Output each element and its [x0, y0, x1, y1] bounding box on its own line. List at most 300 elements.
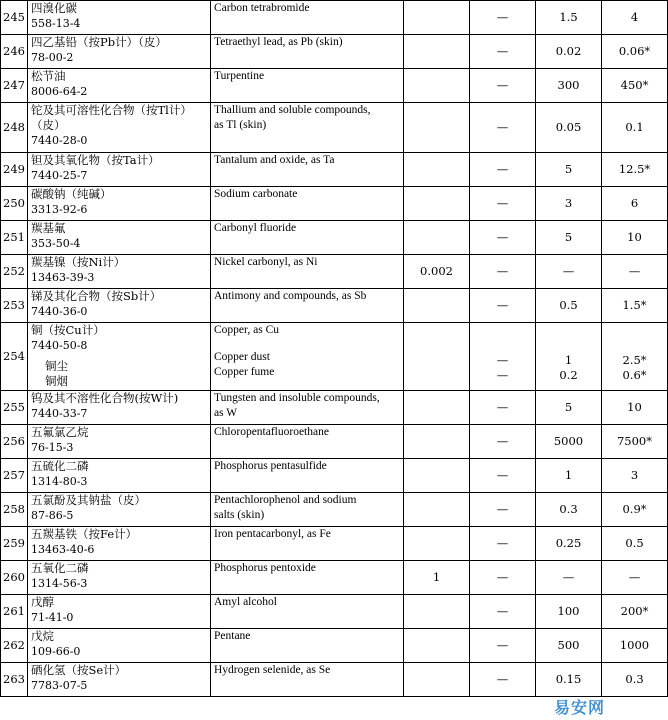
twa-values [472, 196, 533, 211]
mac-value [406, 604, 467, 619]
mac-values [406, 502, 467, 517]
mac-cell [404, 527, 470, 561]
pe-cell [602, 663, 668, 697]
mac-value [406, 120, 467, 135]
mac-value [406, 44, 467, 59]
chinese-name: 羰基氟 [31, 221, 66, 235]
table-row [1, 527, 668, 561]
stel-value: 0.15 [555, 672, 582, 686]
chemical-name-cell [28, 561, 211, 595]
twa-cell [470, 69, 536, 103]
english-name-cell [211, 1, 404, 35]
pe-value: 10 [627, 400, 642, 414]
cas-number: 8006-64-2 [31, 85, 88, 98]
twa-cell [470, 221, 536, 255]
chemical-name-cell [28, 289, 211, 323]
english-name-cell [211, 493, 404, 527]
chemical-name-cell [28, 493, 211, 527]
chinese-name: 五硫化二磷 [31, 459, 89, 473]
stel-cell [536, 425, 602, 459]
stel-cell [536, 35, 602, 69]
pe-value: 0.5 [625, 536, 644, 550]
twa-value: — [496, 298, 509, 312]
stel-values [538, 230, 599, 245]
twa-cell [470, 255, 536, 289]
twa-values [472, 570, 533, 585]
mac-cell [404, 561, 470, 595]
twa-values [472, 120, 533, 135]
chemical-name-cell [28, 69, 211, 103]
english-name-cell [211, 425, 404, 459]
chemical-name-cell [28, 103, 211, 153]
chemical-name-cell [28, 323, 211, 391]
mac-cell [404, 69, 470, 103]
pe-value: 7500* [616, 434, 653, 448]
stel-cell [536, 69, 602, 103]
mac-value [406, 400, 467, 415]
mac-cell [404, 255, 470, 289]
cas-number: 1314-56-3 [31, 577, 88, 590]
pe-value: 3 [630, 468, 639, 482]
english-name: Hydrogen selenide, as Se [214, 664, 331, 676]
pe-cell [602, 35, 668, 69]
pe-value: — [628, 570, 641, 584]
english-name: salts (skin) [214, 509, 265, 521]
mac-values [406, 230, 467, 245]
pe-values [604, 638, 665, 653]
stel-value: 5 [564, 400, 573, 414]
stel-cell [536, 493, 602, 527]
mac-value [406, 468, 467, 483]
pe-values [604, 78, 665, 93]
twa-cell [470, 323, 536, 391]
twa-cell [470, 595, 536, 629]
english-name: Antimony and compounds, as Sb [214, 290, 367, 302]
english-name: Phosphorus pentasulfide [214, 460, 327, 472]
pe-value: 1000 [619, 638, 650, 652]
chemical-name-cell [28, 629, 211, 663]
twa-cell [470, 459, 536, 493]
stel-value: 0.05 [555, 120, 582, 134]
chinese-name: 碳酸钠（纯碱） [31, 187, 112, 201]
chemical-name-cell [28, 1, 211, 35]
english-name-cell [211, 595, 404, 629]
pe-cell [602, 629, 668, 663]
stel-cell [536, 527, 602, 561]
english-name-cell [211, 663, 404, 697]
cas-number: 1314-80-3 [31, 475, 88, 488]
row-number: 261 [1, 595, 28, 629]
mac-values [406, 638, 467, 653]
english-name-cell [211, 35, 404, 69]
stel-cell [536, 153, 602, 187]
english-sub-name: Copper dust [214, 351, 270, 363]
stel-value: 1 [564, 352, 573, 367]
row-number: 252 [1, 255, 28, 289]
row-number: 250 [1, 187, 28, 221]
cas-number: 78-00-2 [31, 51, 74, 64]
stel-cell [536, 1, 602, 35]
table-row [1, 493, 668, 527]
mac-values [406, 44, 467, 59]
cas-number: 7440-33-7 [31, 407, 88, 420]
stel-values [538, 264, 599, 279]
stel-value: — [562, 264, 575, 278]
english-sub-name: Copper fume [214, 366, 275, 378]
chemical-name-cell [28, 187, 211, 221]
table-row [1, 595, 668, 629]
english-name: Pentane [214, 630, 251, 642]
pe-values [604, 604, 665, 619]
english-name: Tetraethyl lead, as Pb (skin) [214, 36, 343, 48]
twa-value: — [496, 367, 509, 382]
stel-values [538, 434, 599, 449]
twa-cell [470, 425, 536, 459]
english-name-cell [211, 187, 404, 221]
stel-value: 0.02 [555, 44, 582, 58]
english-name-cell [211, 153, 404, 187]
stel-cell [536, 663, 602, 697]
twa-cell [470, 663, 536, 697]
stel-cell [536, 221, 602, 255]
english-name-cell [211, 289, 404, 323]
mac-value [406, 353, 467, 368]
twa-value: — [496, 230, 509, 244]
chinese-name: 硒化氢（按Se计） [31, 663, 127, 677]
mac-value [406, 672, 467, 687]
chemical-name-cell [28, 35, 211, 69]
english-name: Amyl alcohol [214, 596, 277, 608]
row-number: 259 [1, 527, 28, 561]
english-name-cell [211, 69, 404, 103]
twa-value: — [496, 400, 509, 414]
stel-values [538, 196, 599, 211]
twa-value: — [496, 120, 509, 134]
english-name-cell [211, 103, 404, 153]
row-number: 253 [1, 289, 28, 323]
twa-values [472, 162, 533, 177]
english-name-cell [211, 527, 404, 561]
english-name: Turpentine [214, 70, 265, 82]
pe-cell [602, 561, 668, 595]
pe-cell [602, 153, 668, 187]
mac-values [406, 604, 467, 619]
row-number: 262 [1, 629, 28, 663]
chinese-name: 戊烷 [31, 629, 54, 643]
stel-cell [536, 289, 602, 323]
pe-values [604, 502, 665, 517]
pe-values [604, 10, 665, 25]
chemical-name-cell [28, 595, 211, 629]
twa-value: — [496, 352, 509, 367]
pe-values [604, 230, 665, 245]
chinese-name: 五氟氯乙烷 [31, 425, 89, 439]
twa-cell [470, 493, 536, 527]
mac-cell [404, 153, 470, 187]
english-name: Sodium carbonate [214, 188, 298, 200]
twa-value: — [496, 196, 509, 210]
chinese-name: （皮） [31, 118, 66, 132]
mac-cell [404, 391, 470, 425]
mac-cell [404, 289, 470, 323]
twa-values [472, 78, 533, 93]
english-name-cell [211, 221, 404, 255]
stel-values [538, 162, 599, 177]
chemical-name-cell [28, 459, 211, 493]
mac-values [406, 264, 467, 279]
cas-number: 3313-92-6 [31, 203, 88, 216]
pe-values [604, 298, 665, 313]
stel-values [538, 638, 599, 653]
english-name: as Tl (skin) [214, 119, 267, 131]
chemical-name-cell [28, 255, 211, 289]
cas-number: 7440-36-0 [31, 305, 88, 318]
twa-value: — [496, 44, 509, 58]
twa-values [472, 298, 533, 313]
row-number: 249 [1, 153, 28, 187]
row-number: 260 [1, 561, 28, 595]
twa-value: — [496, 672, 509, 686]
mac-value [406, 368, 467, 383]
twa-values [472, 536, 533, 551]
twa-value: — [496, 162, 509, 176]
cas-number: 7440-25-7 [31, 169, 88, 182]
row-number: 255 [1, 391, 28, 425]
twa-values [472, 502, 533, 517]
pe-cell [602, 323, 668, 391]
twa-values [472, 44, 533, 59]
stel-cell [536, 187, 602, 221]
twa-values [472, 468, 533, 483]
twa-values [472, 400, 533, 415]
pe-value: 0.6* [622, 367, 647, 382]
mac-value [406, 536, 467, 551]
pe-value: 4 [630, 10, 639, 24]
english-name: as W [214, 407, 238, 419]
pe-value: 0.06* [618, 44, 651, 58]
cas-number: 7440-28-0 [31, 134, 88, 147]
mac-cell [404, 103, 470, 153]
chinese-name: 五氧化二磷 [31, 561, 89, 575]
stel-value: 0.5 [559, 298, 578, 312]
stel-value: 300 [557, 78, 580, 92]
pe-values [604, 400, 665, 415]
mac-value [406, 502, 467, 517]
twa-values [472, 604, 533, 619]
chinese-name: 羰基镍（按Ni计） [31, 255, 126, 269]
mac-cell [404, 663, 470, 697]
pe-value: 10 [627, 230, 642, 244]
mac-values [406, 10, 467, 25]
twa-value: — [496, 10, 509, 24]
row-number: 245 [1, 1, 28, 35]
cas-number: 76-15-3 [31, 441, 74, 454]
table-row [1, 187, 668, 221]
stel-value: 5000 [553, 434, 584, 448]
pe-values [604, 264, 665, 279]
mac-values [406, 162, 467, 177]
pe-value: 12.5* [618, 162, 651, 176]
mac-values [406, 400, 467, 415]
twa-value: — [496, 638, 509, 652]
mac-values [406, 78, 467, 93]
mac-values [406, 570, 467, 585]
row-number: 246 [1, 35, 28, 69]
table-row [1, 323, 668, 391]
mac-value [406, 638, 467, 653]
stel-values [538, 468, 599, 483]
twa-cell [470, 35, 536, 69]
twa-values [472, 230, 533, 245]
english-name-cell [211, 255, 404, 289]
pe-value: 0.3 [625, 672, 644, 686]
twa-cell [470, 629, 536, 663]
pe-value: 200* [620, 604, 649, 618]
english-name: Tungsten and insoluble compounds, [214, 392, 380, 404]
twa-values [472, 672, 533, 687]
pe-cell [602, 595, 668, 629]
table-row [1, 221, 668, 255]
row-number: 254 [1, 323, 28, 391]
pe-value: 1.5* [622, 298, 647, 312]
english-name: Phosphorus pentoxide [214, 562, 316, 574]
mac-cell [404, 629, 470, 663]
pe-cell [602, 493, 668, 527]
english-name: Nickel carbonyl, as Ni [214, 256, 318, 268]
chinese-name: 五羰基铁（按Fe计） [31, 527, 138, 541]
table-row [1, 1, 668, 35]
chinese-name: 五氯酚及其钠盐（皮） [31, 493, 146, 507]
mac-values [406, 468, 467, 483]
mac-cell [404, 323, 470, 391]
pe-value: 0.1 [625, 120, 644, 134]
cas-number: 7440-50-8 [31, 339, 88, 352]
cas-number: 353-50-4 [31, 237, 81, 250]
english-name: Carbonyl fluoride [214, 222, 297, 234]
twa-values [472, 264, 533, 279]
table-row [1, 663, 668, 697]
table-row [1, 69, 668, 103]
pe-cell [602, 221, 668, 255]
table-row [1, 561, 668, 595]
stel-values [538, 400, 599, 415]
twa-value: — [496, 468, 509, 482]
stel-value: 3 [564, 196, 573, 210]
table-row [1, 459, 668, 493]
pe-values [604, 331, 665, 383]
english-name-cell [211, 561, 404, 595]
table-row [1, 391, 668, 425]
cas-number: 13463-39-3 [31, 271, 95, 284]
pe-cell [602, 255, 668, 289]
mac-value: 1 [432, 570, 441, 584]
table-row [1, 103, 668, 153]
chinese-name: 铊及其可溶性化合物（按Tl计） [31, 103, 192, 117]
twa-cell [470, 153, 536, 187]
mac-values [406, 298, 467, 313]
twa-value: — [496, 502, 509, 516]
mac-value [406, 162, 467, 177]
stel-values [538, 298, 599, 313]
stel-values [538, 570, 599, 585]
chemical-name-cell [28, 153, 211, 187]
stel-value: 5 [564, 230, 573, 244]
mac-cell [404, 35, 470, 69]
twa-value: — [496, 78, 509, 92]
row-number: 247 [1, 69, 28, 103]
stel-value: 5 [564, 162, 573, 176]
pe-values [604, 570, 665, 585]
cas-number: 7783-07-5 [31, 679, 88, 692]
stel-value: 0.3 [559, 502, 578, 516]
english-name-cell [211, 629, 404, 663]
pe-values [604, 434, 665, 449]
sub-item-name: 铜烟 [45, 374, 68, 388]
stel-cell [536, 391, 602, 425]
cas-number: 71-41-0 [31, 611, 74, 624]
twa-cell [470, 289, 536, 323]
row-number: 248 [1, 103, 28, 153]
chinese-name: 钽及其氧化物（按Ta计） [31, 153, 160, 167]
stel-cell [536, 561, 602, 595]
row-number: 251 [1, 221, 28, 255]
mac-values [406, 434, 467, 449]
stel-values [538, 672, 599, 687]
chinese-name: 戊醇 [31, 595, 54, 609]
english-name: Carbon tetrabromide [214, 2, 310, 14]
mac-cell [404, 459, 470, 493]
english-name: Tantalum and oxide, as Ta [214, 154, 335, 166]
english-name: Iron pentacarbonyl, as Fe [214, 528, 331, 540]
table-row [1, 255, 668, 289]
chinese-name: 四溴化碳 [31, 1, 77, 15]
pe-cell [602, 527, 668, 561]
stel-value: 0.25 [555, 536, 582, 550]
twa-value: — [496, 536, 509, 550]
chemical-name-cell [28, 391, 211, 425]
stel-value: 0.2 [559, 367, 578, 382]
pe-cell [602, 69, 668, 103]
chemical-name-cell [28, 527, 211, 561]
table-row [1, 425, 668, 459]
mac-cell [404, 1, 470, 35]
mac-value [406, 230, 467, 245]
mac-value [406, 298, 467, 313]
table-row [1, 153, 668, 187]
pe-values [604, 672, 665, 687]
twa-value: — [496, 264, 509, 278]
stel-value: 100 [557, 604, 580, 618]
table-row [1, 629, 668, 663]
mac-value: 0.002 [420, 264, 453, 278]
pe-value: — [628, 264, 641, 278]
mac-values [406, 672, 467, 687]
site-watermark: 易安网 [553, 698, 605, 717]
pe-cell [602, 459, 668, 493]
chinese-name: 铜（按Cu计） [31, 323, 105, 337]
pe-values [604, 162, 665, 177]
pe-cell [602, 425, 668, 459]
mac-values [406, 331, 467, 383]
twa-values [472, 434, 533, 449]
mac-cell [404, 187, 470, 221]
english-name: Pentachlorophenol and sodium [214, 494, 357, 506]
mac-cell [404, 595, 470, 629]
chinese-name: 松节油 [31, 69, 66, 83]
twa-cell [470, 561, 536, 595]
stel-values [538, 44, 599, 59]
mac-value [406, 434, 467, 449]
